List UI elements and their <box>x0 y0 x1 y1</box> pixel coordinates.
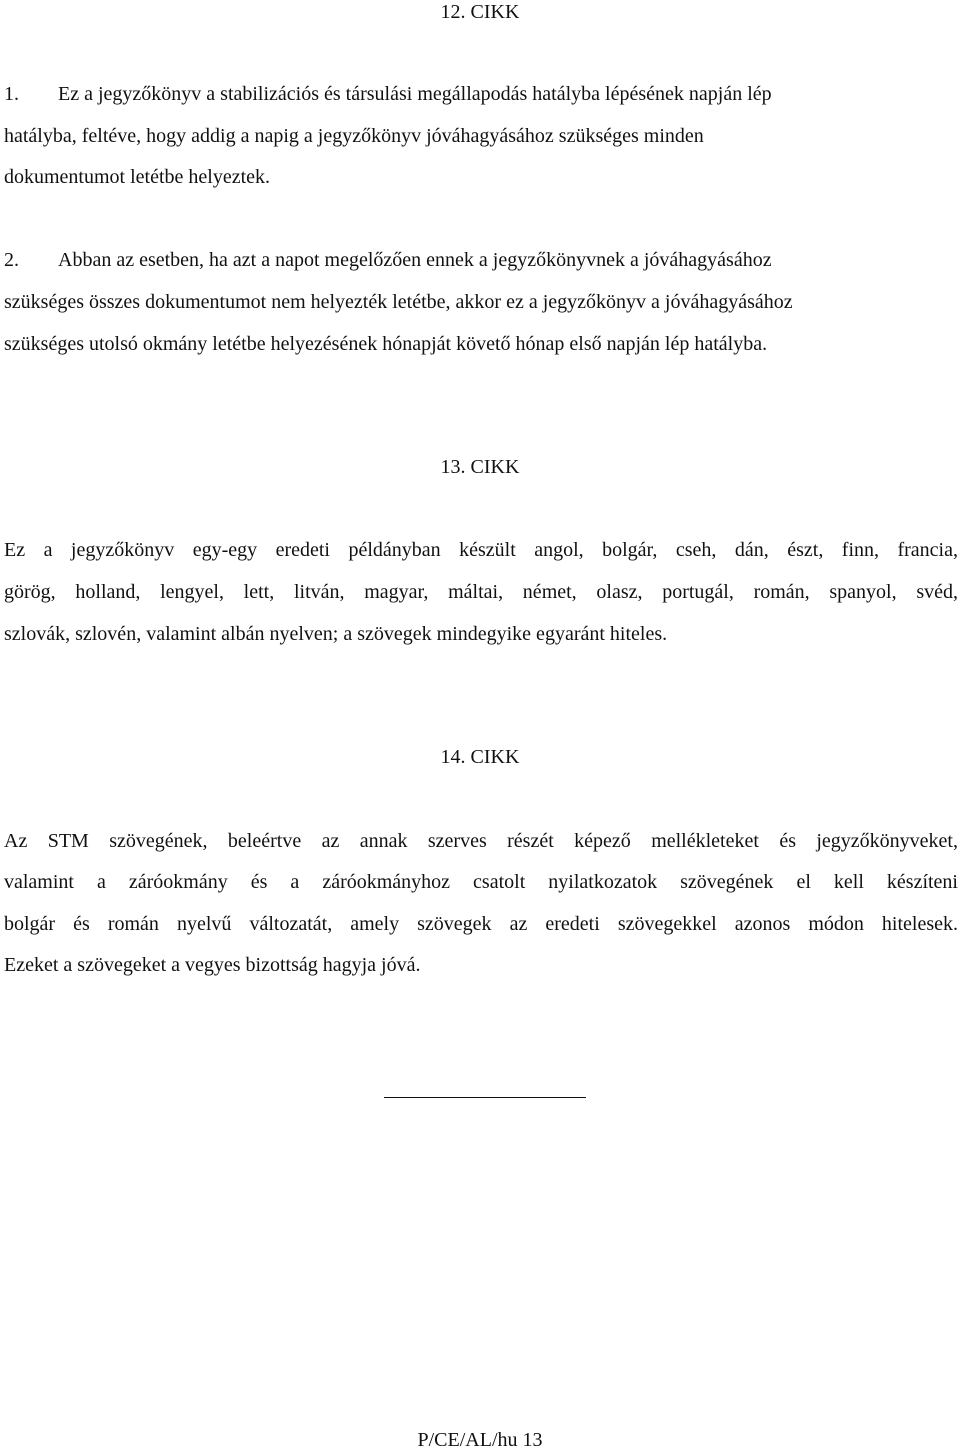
article-12-paragraph-2-line-1 <box>4 248 772 272</box>
article-13-line-3: szlovák, szlovén, valamint albán nyelven; a szövegek mindegyike egyaránt hiteles. <box>4 623 668 645</box>
article-12-paragraph-1-line-3: dokumentumot letétbe helyeztek. <box>4 166 271 188</box>
page-reference-footer: P/CE/AL/hu 13 <box>417 1429 543 1451</box>
article-14-line-2: valamint a záróokmány és a záróokmányhoz csatolt nyilatkozatok szövegének el kell készíteni <box>4 871 958 893</box>
paragraph-number: 2. <box>4 249 19 271</box>
paragraph-number: 1. <box>4 83 19 105</box>
article-12-paragraph-2-line-2: szükséges összes dokumentumot nem helyezték letétbe, akkor ez a jegyzőkönyv a jóváhagyásához <box>4 291 793 313</box>
article-14-line-3: bolgár és román nyelvű változatát, amely szövegek az eredeti szövegekkel azonos módon hitelesek. <box>4 913 958 935</box>
paragraph-text: Ez a jegyzőkönyv a stabilizációs és társulási megállapodás hatályba lépésének napján lép <box>58 83 772 105</box>
end-of-text-rule <box>384 1097 586 1098</box>
article-14-line-1: Az STM szövegének, beleértve az annak szerves részét képező mellékleteket és jegyzőkönyveket, <box>4 830 958 852</box>
article-12-paragraph-2-line-3: szükséges utolsó okmány letétbe helyezésének hónapját követő hónap első napján lép hatályba. <box>4 333 768 355</box>
article-14-heading: 14. CIKK <box>440 746 520 768</box>
article-13-line-2: görög, holland, lengyel, lett, litván, magyar, máltai, német, olasz, portugál, román, spanyol, svéd, <box>4 581 958 603</box>
article-14-line-4: Ezeket a szövegeket a vegyes bizottság hagyja jóvá. <box>4 954 421 976</box>
article-12-heading: 12. CIKK <box>440 1 520 23</box>
article-13-line-1: Ez a jegyzőkönyv egy-egy eredeti példányban készült angol, bolgár, cseh, dán, észt, finn, francia, <box>4 539 958 561</box>
article-13-heading: 13. CIKK <box>440 456 520 478</box>
article-12-paragraph-1-line-1 <box>4 82 772 106</box>
paragraph-text: Abban az esetben, ha azt a napot megelőzően ennek a jegyzőkönyvnek a jóváhagyásához <box>58 249 772 271</box>
article-12-paragraph-1-line-2: hatályba, feltéve, hogy addig a napig a jegyzőkönyv jóváhagyásához szükséges minden <box>4 125 704 147</box>
